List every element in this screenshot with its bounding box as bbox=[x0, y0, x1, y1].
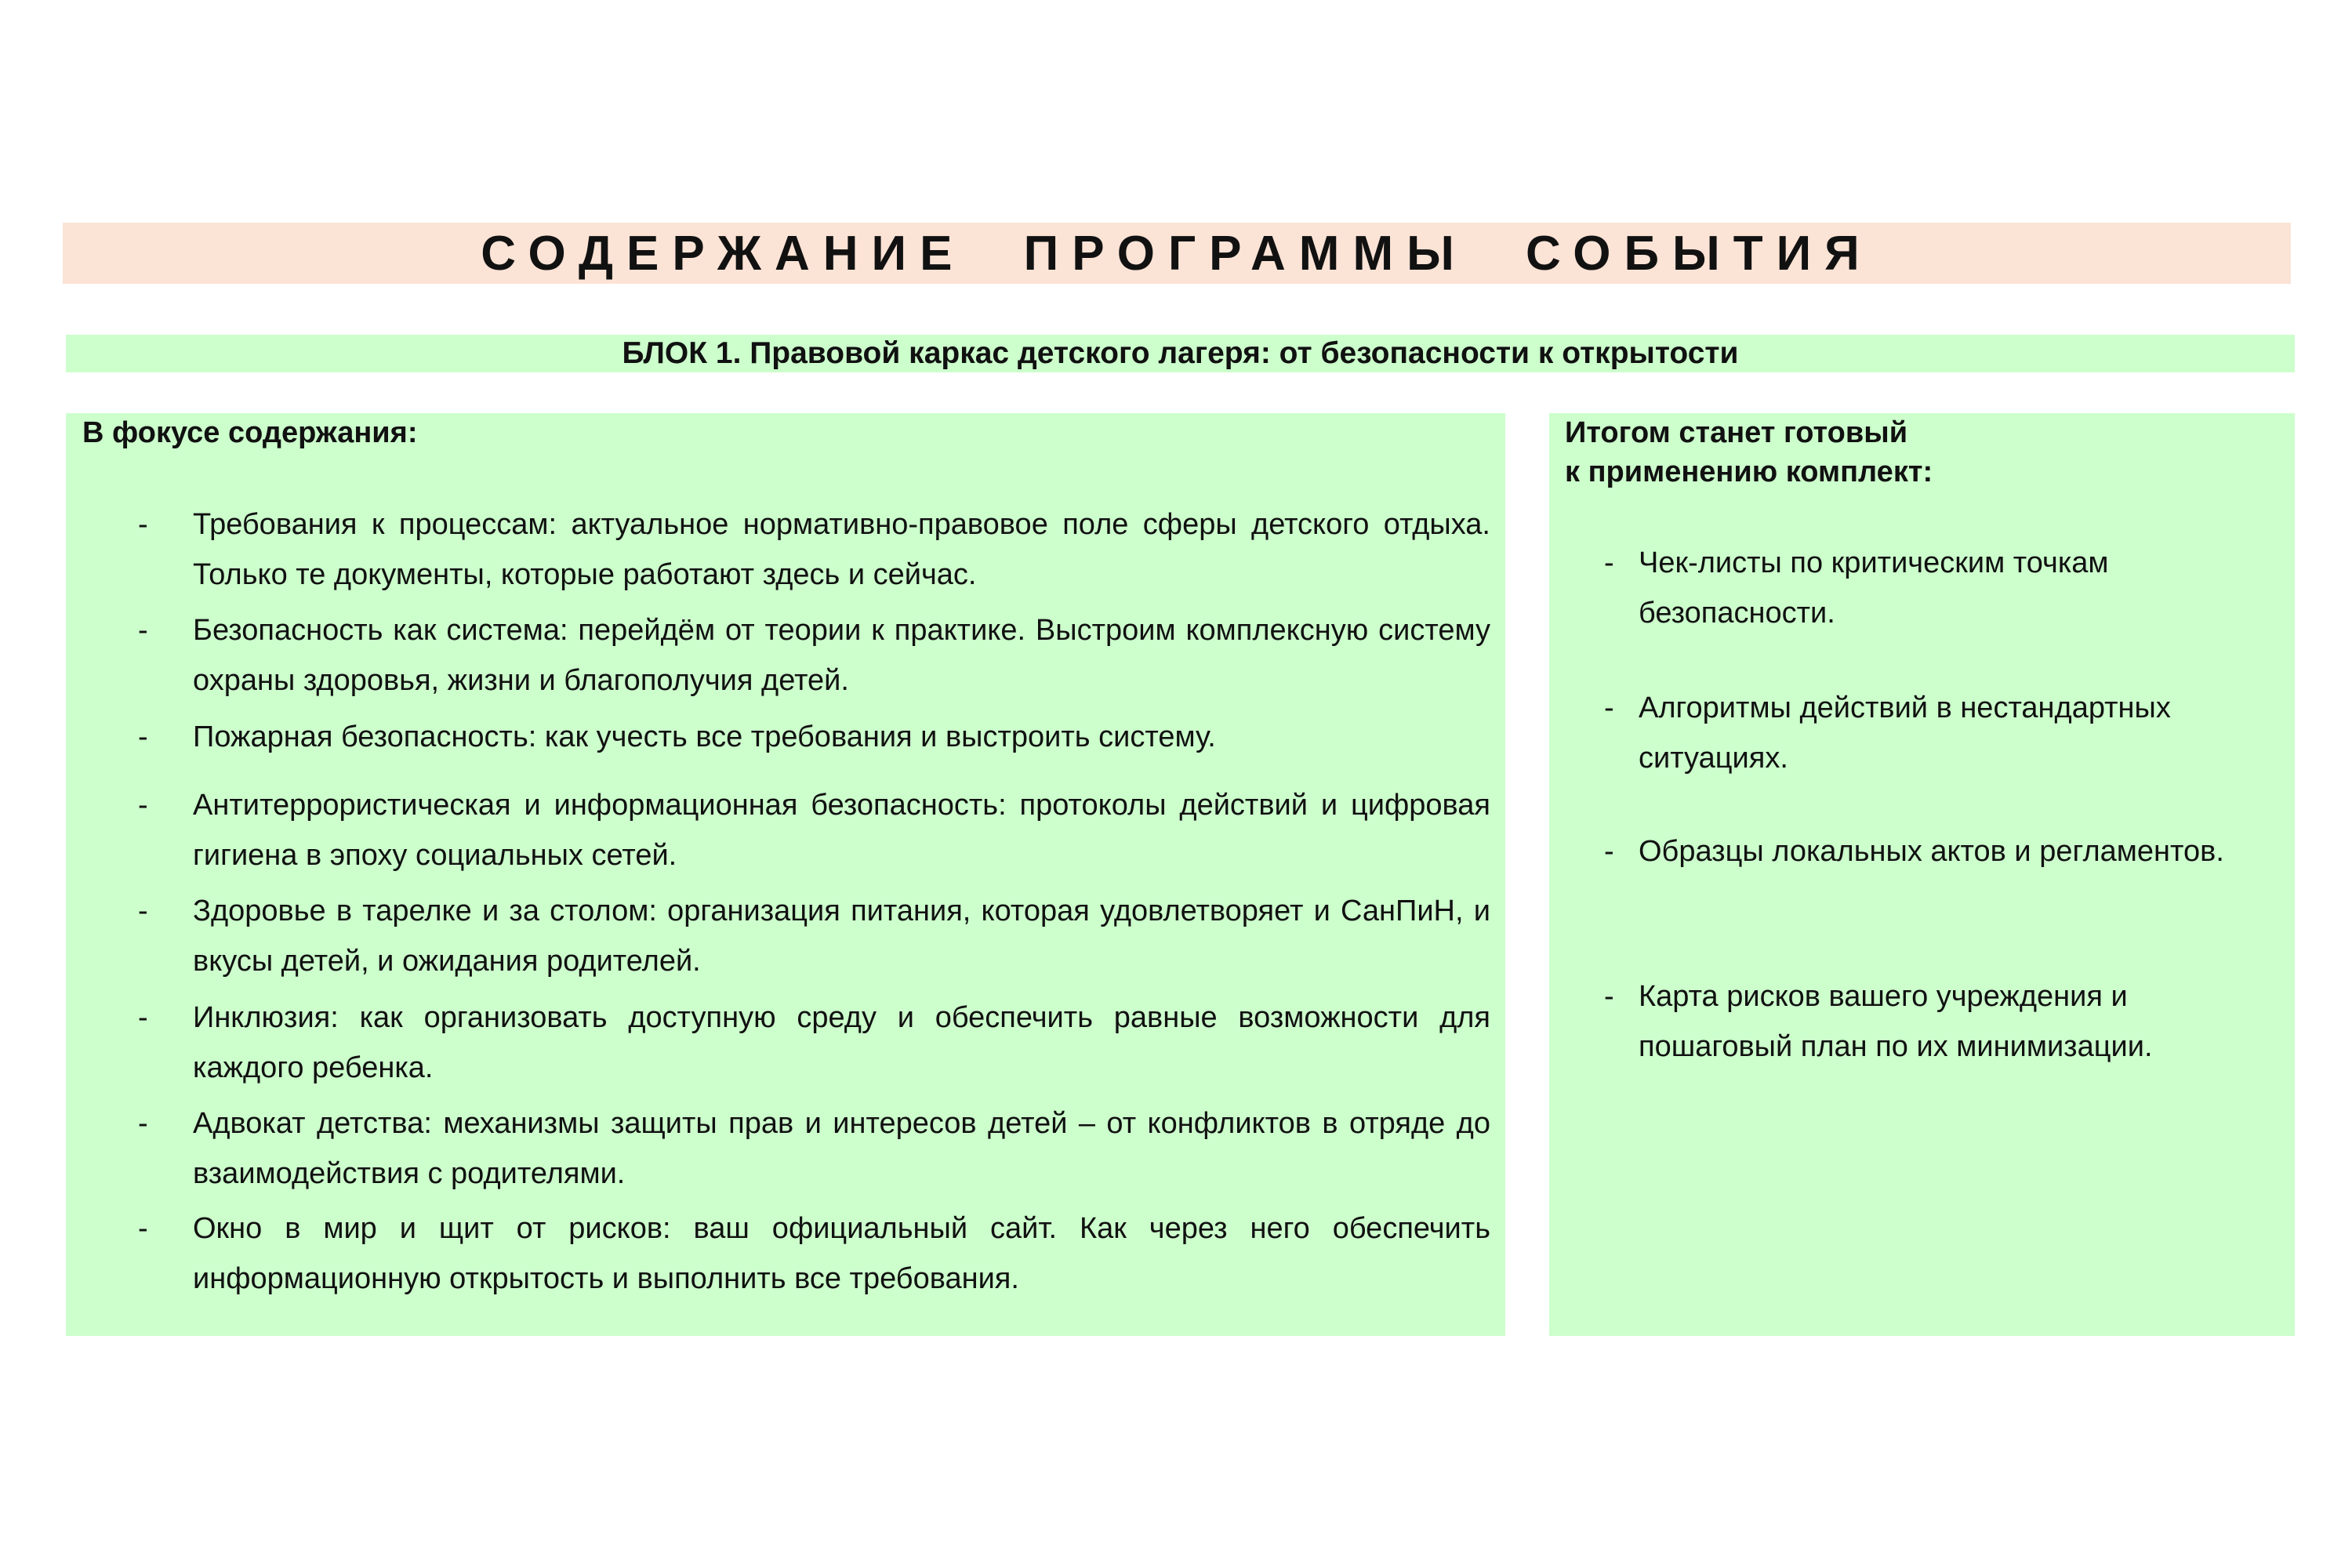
list-item-text: Чек-листы по критическим точкам безопасности. bbox=[1639, 546, 2109, 630]
list-dash: - bbox=[1604, 980, 1614, 1013]
list-dash: - bbox=[1604, 546, 1614, 579]
list-item-text: Антитеррористическая и информационная безопасность: протоколы действий и цифровая гигиена в эпоху социальных сетей. bbox=[193, 789, 1490, 872]
list-item-text: Здоровье в тарелке и за столом: организация питания, которая удовлетворяет и СанПиН, и вкусы детей, и ожидания родителей. bbox=[193, 895, 1490, 978]
list-dash: - bbox=[138, 614, 148, 647]
list-dash: - bbox=[138, 1107, 148, 1140]
list-dash: - bbox=[1604, 691, 1614, 724]
list-item-text: Требования к процессам: актуальное нормативно-правовое поле сферы детского отдыха. Только те документы, которые работают здесь и сейчас. bbox=[193, 508, 1490, 591]
list-item-text: Адвокат детства: механизмы защиты прав и интересов детей – от конфликтов в отряде до взаимодействия с родителями. bbox=[193, 1107, 1490, 1190]
list-dash: - bbox=[1604, 835, 1614, 868]
result-heading-line: к применению комплект: bbox=[1565, 456, 1933, 488]
list-dash: - bbox=[138, 895, 148, 927]
page-title-banner bbox=[63, 223, 2291, 284]
list-item-text: Окно в мир и щит от рисков: ваш официальный сайт. Как через него обеспечить информационную открытость и выполнить все требования. bbox=[193, 1212, 1490, 1295]
list-item-text: Пожарная безопасность: как учесть все требования и выстроить систему. bbox=[193, 720, 1216, 753]
list-dash: - bbox=[138, 1001, 148, 1034]
list-item-text: Безопасность как система: перейдём от теории к практике. Выстроим комплексную систему охраны здоровья, жизни и благополучия детей. bbox=[193, 614, 1490, 697]
block-header bbox=[66, 335, 2295, 372]
result-panel bbox=[1549, 413, 2295, 1336]
block-title: БЛОК 1. Правовой каркас детского лагеря: от безопасности к открытости bbox=[622, 336, 1739, 370]
list-item-text: Инклюзия: как организовать доступную среду и обеспечить равные возможности для каждого ребенка. bbox=[193, 1001, 1490, 1084]
result-heading bbox=[1565, 413, 1933, 492]
list-dash: - bbox=[138, 1212, 148, 1245]
focus-heading: В фокусе содержания: bbox=[82, 416, 418, 449]
list-item-text: Карта рисков вашего учреждения и пошаговый план по их минимизации. bbox=[1639, 980, 2153, 1063]
result-heading-line: Итогом станет готовый bbox=[1565, 416, 1908, 449]
list-dash: - bbox=[138, 508, 148, 541]
list-dash: - bbox=[138, 720, 148, 753]
list-item-text: Алгоритмы действий в нестандартных ситуациях. bbox=[1639, 691, 2171, 775]
list-item-text: Образцы локальных актов и регламентов. bbox=[1639, 835, 2224, 868]
page-title: СОДЕРЖАНИЕ ПРОГРАММЫ СОБЫТИЯ bbox=[481, 226, 1873, 281]
focus-panel bbox=[66, 413, 1505, 1336]
list-dash: - bbox=[138, 789, 148, 822]
